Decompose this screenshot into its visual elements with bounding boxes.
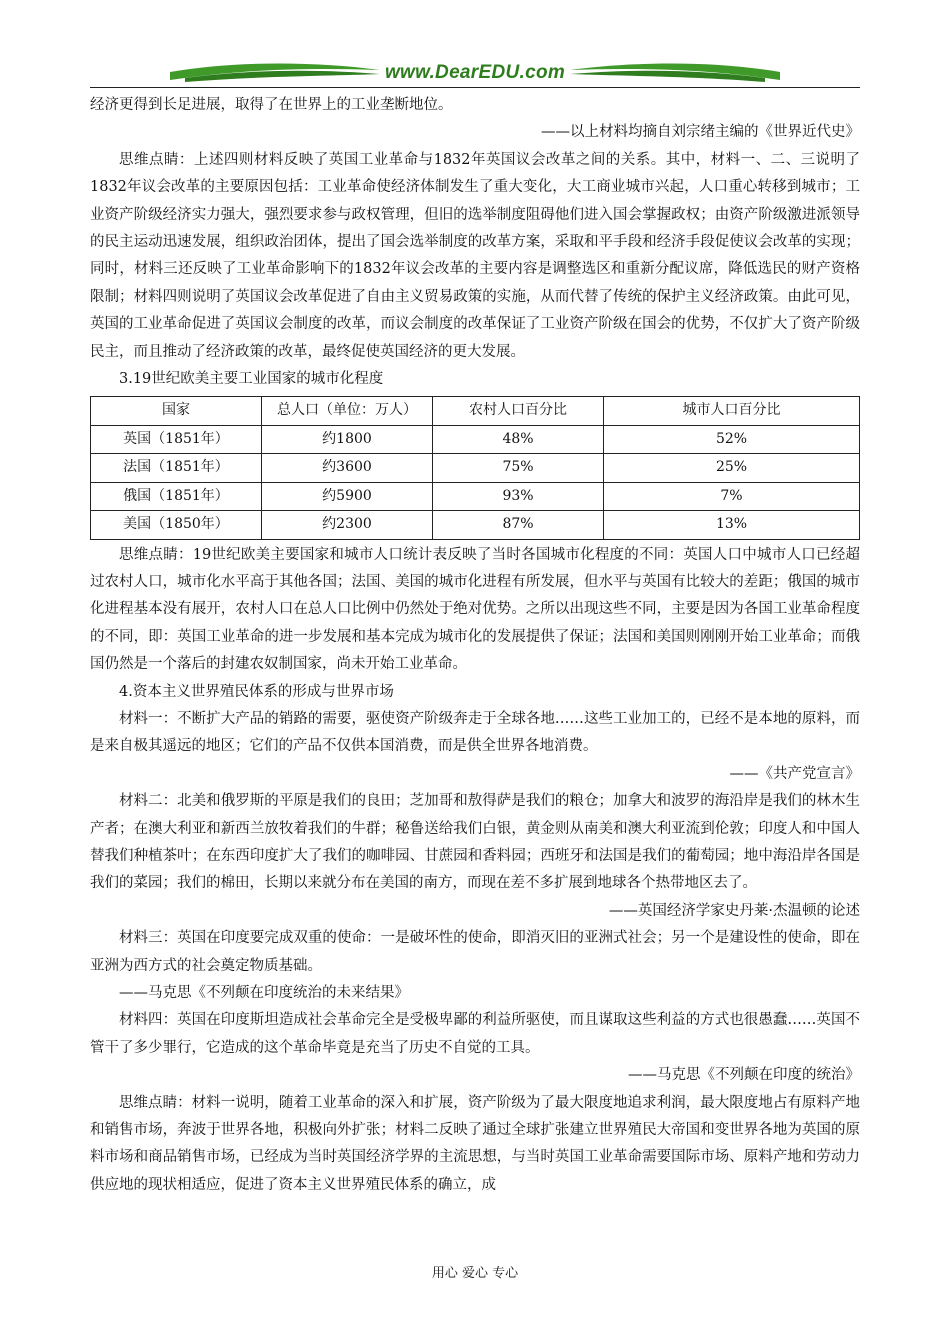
table-row [91,482,860,510]
table-header-cell: 总人口（单位：万人） [262,397,433,425]
analysis-paragraph: 思维点睛：上述四则材料反映了英国工业革命与1832年英国议会改革之间的关系。其中，材料一、二、三说明了1832年议会改革的主要原因包括：工业革命使经济体制发生了重大变化，大工商业城市兴起，人口重心转移到城市；工业资产阶级经济实力强大，强烈要求参与政权管理，但旧的选举制度阻碍他们进入国会掌握政权；由资产阶级激进派领导的民主运动迅速发展，组织政治团体，提出了国会选举制度的改革方案，采取和平手段和经济手段促使议会改革的实现；同时，材料三还反映了工业革命影响下的1832年议会改革的主要内容是调整选区和重新分配议席，降低选民的财产资格限制；材料四则说明了英国议会改革促进了自由主义贸易政策的实施，从而代替了传统的保护主义经济政策。由此可见，英国的工业革命促进了英国议会制度的改革，而议会制度的改革保证了工业资产阶级在国会的优势，不仅扩大了资产阶级民主，而且推动了经济政策的改革，最终促使英国经济的更大发展。 [90,151,860,360]
material-paragraph: 材料四：英国在印度斯坦造成社会革命完全是受极卑鄙的利益所驱使，而且谋取这些利益的方式也很愚蠢……英国不管干了多少罪行，它造成的这个革命毕竟是充当了历史不自觉的工具。 [90,1012,860,1056]
table-cell: 法国（1851年） [91,454,262,482]
source-citation: ——《共产党宣言》 [729,765,860,782]
table-row [91,425,860,453]
table-header-row [91,397,860,425]
table-cell: 约2300 [262,511,433,539]
table-cell: 7% [604,482,860,510]
table-cell: 美国（1850年） [91,511,262,539]
page-header [90,58,860,90]
table-header-cell: 国家 [91,397,262,425]
table-cell: 75% [433,454,604,482]
table-cell: 俄国（1851年） [91,482,262,510]
source-citation: ——以上材料均摘自刘宗绪主编的《世界近代史》 [541,124,860,141]
header-divider [90,87,860,88]
table-row [91,454,860,482]
table-cell: 25% [604,454,860,482]
table-cell: 52% [604,425,860,453]
material-paragraph: 材料三：英国在印度要完成双重的使命：一是破坏性的使命，即消灭旧的亚洲式社会；另一个是建设性的使命，即在亚洲为西方式的社会奠定物质基础。 [90,930,860,974]
table-cell: 13% [604,511,860,539]
table-row [91,511,860,539]
paragraph: 经济更得到长足进展，取得了在世界上的工业垄断地位。 [90,97,453,113]
section-heading: 4.资本主义世界殖民体系的形成与世界市场 [119,683,394,700]
site-brand-text: www.DearEDU.com [384,62,566,83]
table-cell: 48% [433,425,604,453]
page-footer: 用心 爱心 专心 [431,1266,519,1281]
table-header-cell: 农村人口百分比 [433,397,604,425]
table-cell: 93% [433,482,604,510]
urbanization-table [90,396,860,539]
analysis-paragraph: 思维点睛：材料一说明，随着工业革命的深入和扩展，资产阶级为了最大限度地追求利润，最大限度地占有原料产地和销售市场，奔波于世界各地，积极向外扩张；材料二反映了通过全球扩张建立世界殖民大帝国和变世界各地为英国的原料市场和商品销售市场，已经成为当时英国经济学界的主流思想，与当时英国工业革命需要国际市场、原料产地和劳动力供应地的现状相适应，促进了资本主义世界殖民体系的确立，成 [90,1094,860,1193]
table-cell: 约1800 [262,425,433,453]
source-citation: ——马克思《不列颠在印度的统治》 [628,1067,860,1084]
table-cell: 约3600 [262,454,433,482]
table-cell: 英国（1851年） [91,425,262,453]
table-cell: 87% [433,511,604,539]
source-citation: ——英国经济学家史丹莱·杰温顿的论述 [608,902,860,919]
table-header-cell: 城市人口百分比 [604,397,860,425]
analysis-paragraph: 思维点睛：19世纪欧美主要国家和城市人口统计表反映了当时各国城市化程度的不同：英国人口中城市人口已经超过农村人口，城市化水平高于其他各国；法国、美国的城市化进程有所发展，但水平与英国有比较大的差距；俄国的城市化进程基本没有展开，农村人口在总人口比例中仍然处于绝对优势。之所以出现这些不同，主要是因为各国工业革命程度的不同，即：英国工业革命的进一步发展和基本完成为城市化的发展提供了保证；法国和美国则刚刚开始工业革命；而俄国仍然是一个落后的封建农奴制国家，尚未开始工业革命。 [90,546,860,673]
section-heading: 3.19世纪欧美主要工业国家的城市化程度 [119,371,384,388]
material-paragraph: 材料二：北美和俄罗斯的平原是我们的良田；芝加哥和敖得萨是我们的粮仓；加拿大和波罗的海沿岸是我们的林木生产者；在澳大利亚和新西兰放牧着我们的牛群；秘鲁送给我们白银，黄金则从南美和澳大利亚流到伦敦；印度人和中国人替我们种植茶叶；在东西印度扩大了我们的咖啡园、甘蔗园和香料园；西班牙和法国是我们的葡萄园；地中海沿岸各国是我们的菜园；我们的棉田，长期以来就分布在美国的南方，而现在差不多扩展到地球各个热带地区去了。 [90,793,860,892]
document-body [90,92,860,1199]
table-cell: 约5900 [262,482,433,510]
source-citation: ——马克思《不列颠在印度统治的未来结果》 [119,985,409,1001]
material-paragraph: 材料一：不断扩大产品的销路的需要，驱使资产阶级奔走于全球各地……这些工业加工的，已经不是本地的原料，而是来自极其遥远的地区；它们的产品不仅供本国消费，而是供全世界各地消费。 [90,710,860,755]
